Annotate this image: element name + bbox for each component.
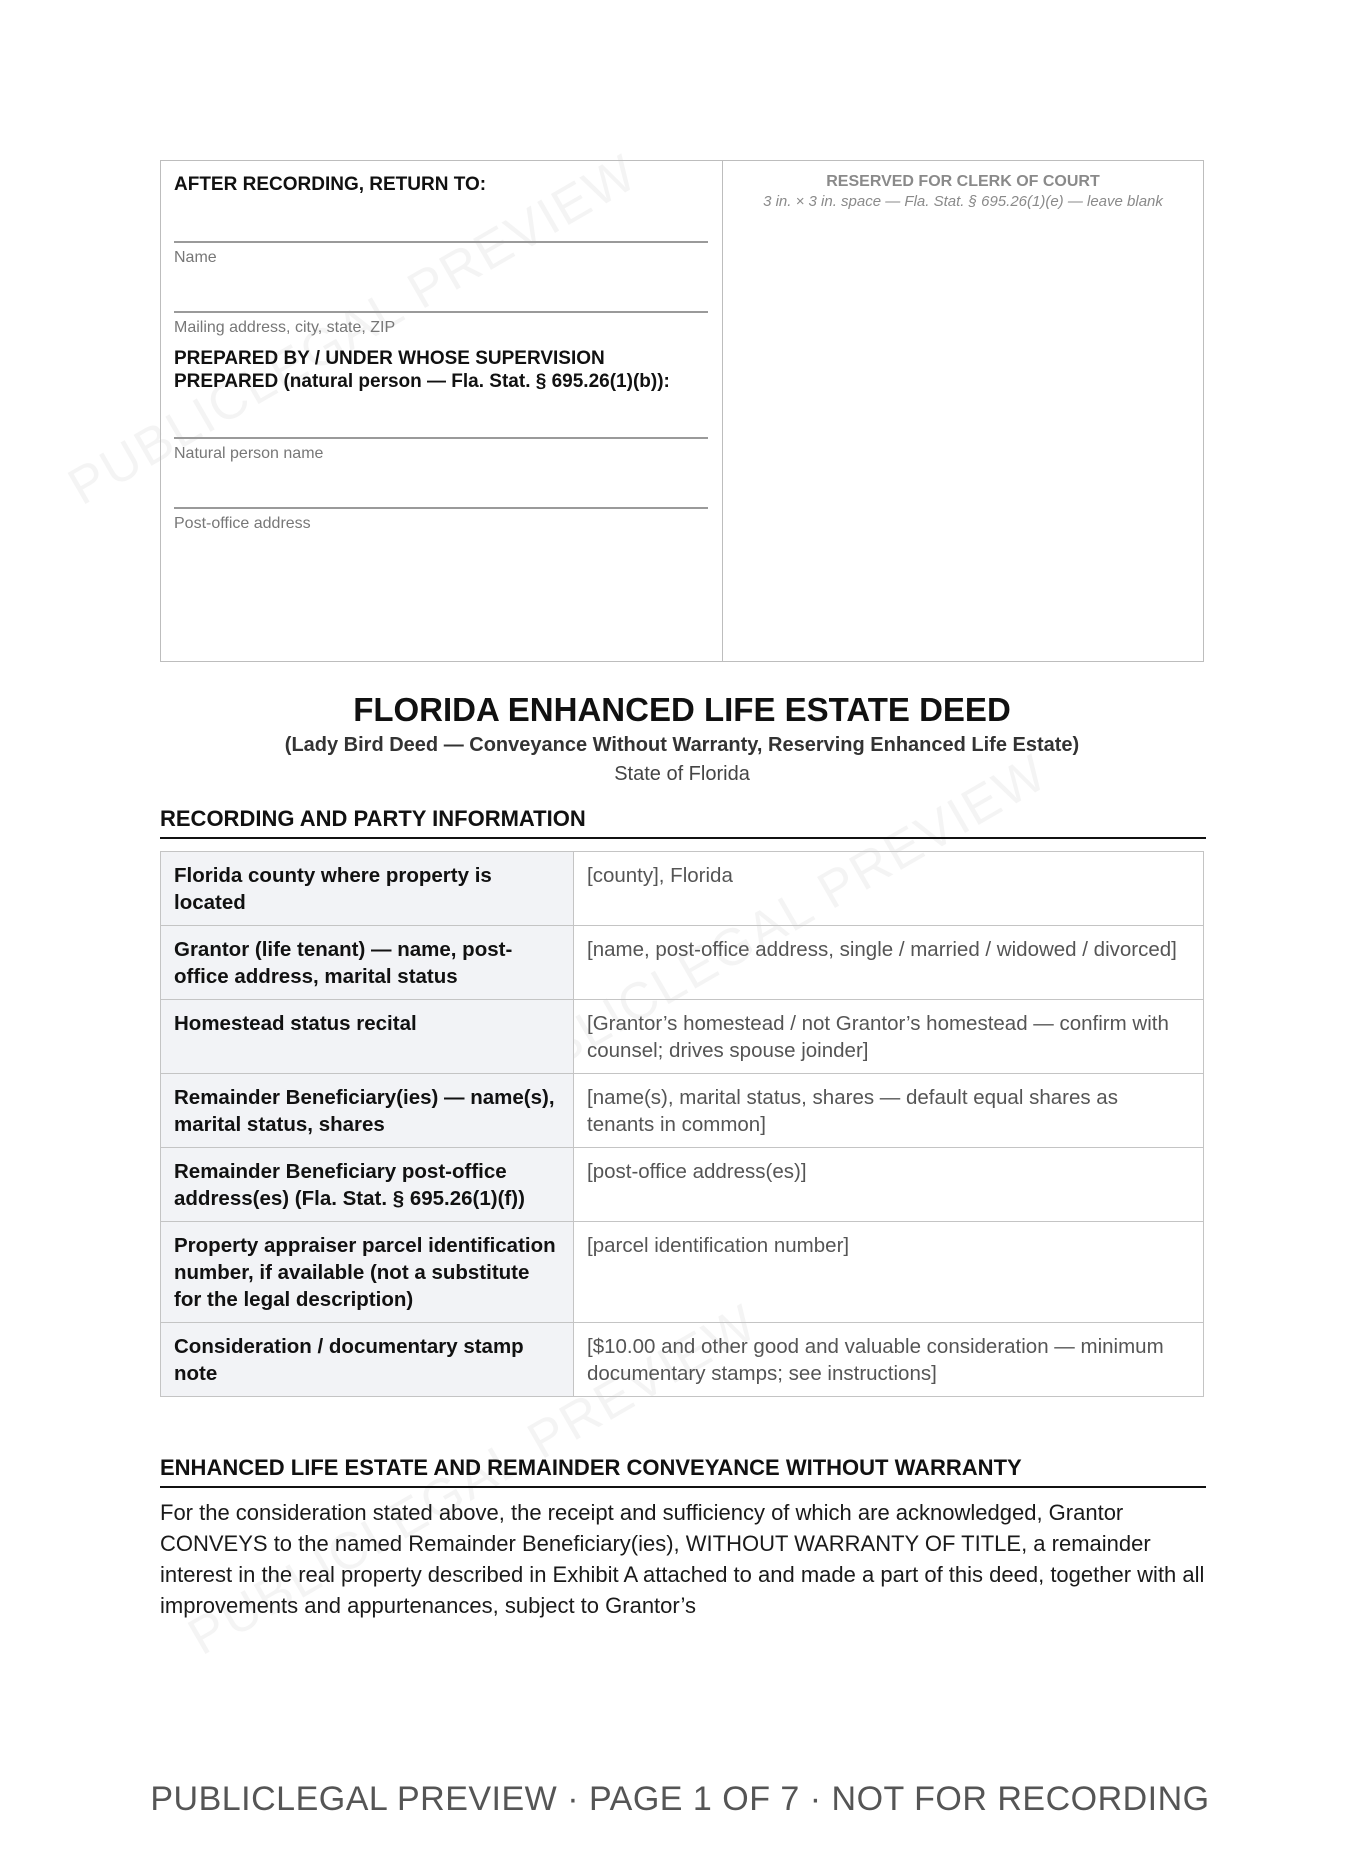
party-info-table (160, 851, 1204, 1397)
table-row (161, 926, 1204, 1000)
name-caption: Name (174, 249, 217, 266)
table-row (161, 1074, 1204, 1148)
clerk-reserved-panel (723, 161, 1203, 661)
page-footer: PUBLICLEGAL PREVIEW · PAGE 1 OF 7 · NOT FOR RECORDING (150, 1780, 1210, 1818)
conveyance-paragraph: For the consideration stated above, the receipt and sufficiency of which are acknowledged, Grantor CONVEYS to the named Remainder Beneficiary(ies), WITHOUT WARRANTY OF TITLE, a remainder interest in the real property described in Exhibit A attached to and made a part of this deed, together with all improvements and appurtenances, subject to Grantor’s (160, 1500, 1205, 1618)
row-value: [post-office address(es)] (574, 1148, 1204, 1222)
address-blank-line (174, 267, 708, 313)
return-to-panel (161, 161, 723, 661)
table-row (161, 1148, 1204, 1222)
row-label: Remainder Beneficiary(ies) — name(s), marital status, shares (161, 1074, 574, 1148)
row-value: [name(s), marital status, shares — default equal shares as tenants in common] (574, 1074, 1204, 1148)
address-caption: Mailing address, city, state, ZIP (174, 319, 396, 336)
row-label: Grantor (life tenant) — name, post-office address, marital status (161, 926, 574, 1000)
row-label: Consideration / documentary stamp note (161, 1323, 574, 1397)
row-value: [$10.00 and other good and valuable consideration — minimum documentary stamps; see instructions] (574, 1323, 1204, 1397)
recording-header-box (160, 160, 1204, 662)
prepared-by-heading: PREPARED BY / UNDER WHOSE SUPERVISION PREPARED (natural person — Fla. Stat. § 695.26(1)(b)): (174, 348, 670, 392)
row-label: Florida county where property is located (161, 852, 574, 926)
return-to-heading: AFTER RECORDING, RETURN TO: (174, 174, 487, 195)
document-title-block (160, 690, 1204, 786)
row-value: [Grantor’s homestead / not Grantor’s homestead — confirm with counsel; drives spouse joinder] (574, 1000, 1204, 1074)
natural-person-caption: Natural person name (174, 445, 324, 462)
row-value: [county], Florida (574, 852, 1204, 926)
post-office-caption: Post-office address (174, 515, 311, 532)
post-office-blank-line (174, 463, 708, 509)
natural-person-blank-line (174, 393, 708, 439)
table-row (161, 1323, 1204, 1397)
row-value: [parcel identification number] (574, 1222, 1204, 1323)
document-subtitle: (Lady Bird Deed — Conveyance Without Warranty, Reserving Enhanced Life Estate) (284, 734, 1080, 756)
section-heading-recording: RECORDING AND PARTY INFORMATION (160, 806, 1206, 839)
row-label: Homestead status recital (161, 1000, 574, 1074)
row-label: Remainder Beneficiary post-office address(es) (Fla. Stat. § 695.26(1)(f)) (161, 1148, 574, 1222)
section-heading-conveyance: ENHANCED LIFE ESTATE AND REMAINDER CONVEYANCE WITHOUT WARRANTY (160, 1455, 1206, 1488)
document-title: FLORIDA ENHANCED LIFE ESTATE DEED (353, 691, 1011, 728)
row-label: Property appraiser parcel identification number, if available (not a substitute for the legal description) (161, 1222, 574, 1323)
document-state: State of Florida (614, 763, 750, 785)
table-row (161, 852, 1204, 926)
table-row (161, 1000, 1204, 1074)
clerk-reserved-title: RESERVED FOR CLERK OF COURT (826, 173, 1100, 190)
row-value: [name, post-office address, single / married / widowed / divorced] (574, 926, 1204, 1000)
table-row (161, 1222, 1204, 1323)
clerk-reserved-note: 3 in. × 3 in. space — Fla. Stat. § 695.26(1)(e) — leave blank (763, 193, 1163, 210)
name-blank-line (174, 196, 708, 243)
